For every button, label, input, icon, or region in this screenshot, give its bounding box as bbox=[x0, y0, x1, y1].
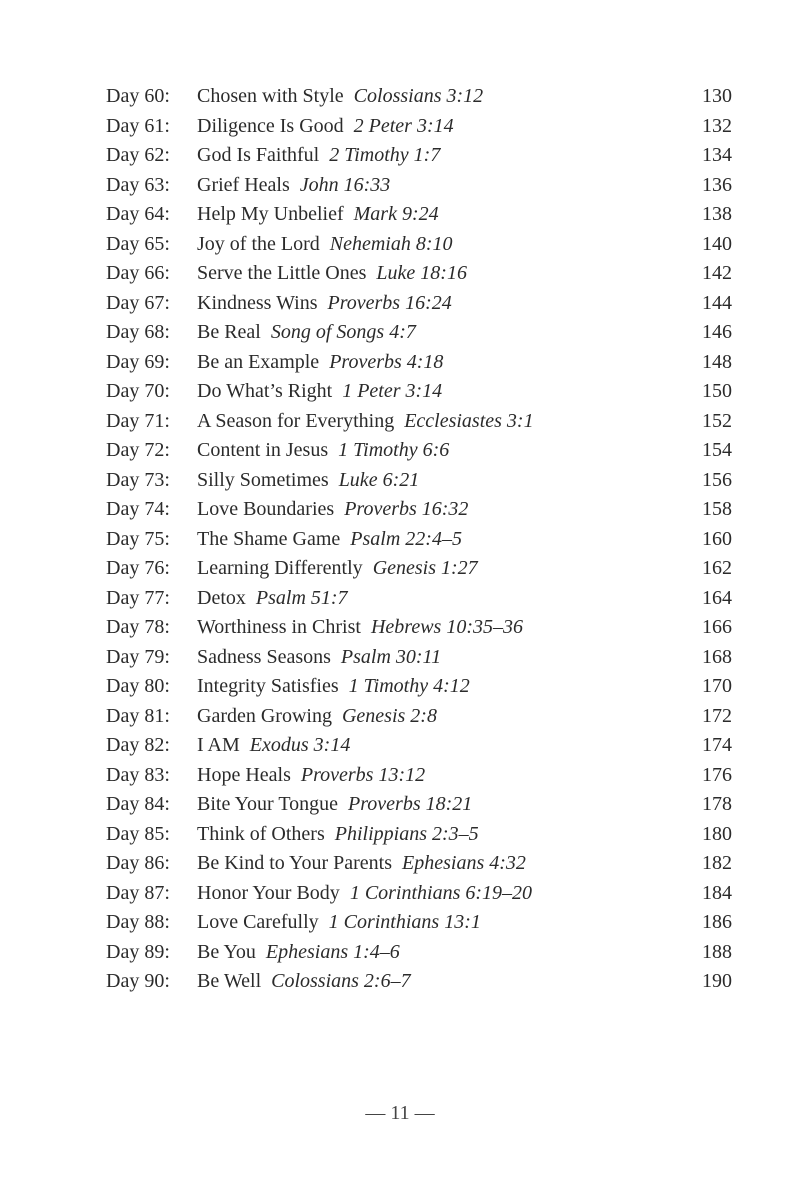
entry-title: God Is Faithful bbox=[197, 144, 320, 166]
entry-day: Day 77: bbox=[106, 586, 170, 609]
entry-scripture-reference: 1 Timothy 6:6 bbox=[338, 439, 450, 461]
entry-page-number: 190 bbox=[702, 970, 732, 992]
entry-title-group bbox=[197, 230, 453, 260]
entry-title: I AM bbox=[197, 734, 240, 756]
entry-scripture-reference: 1 Corinthians 13:1 bbox=[328, 911, 481, 933]
entry-day: Day 88: bbox=[106, 911, 170, 933]
toc-entry bbox=[0, 790, 800, 820]
entry-page-number: 186 bbox=[702, 911, 732, 933]
entry-title: Kindness Wins bbox=[197, 291, 318, 314]
entry-scripture-reference: Proverbs 16:24 bbox=[327, 291, 452, 314]
entry-scripture-reference: Philippians 2:3–5 bbox=[334, 822, 479, 845]
entry-scripture-reference: Genesis 2:8 bbox=[341, 704, 437, 727]
entry-title: Think of Others bbox=[197, 822, 325, 845]
entry-page-number: 164 bbox=[702, 586, 732, 609]
entry-page-number: 156 bbox=[702, 468, 732, 491]
entry-title: Be an Example bbox=[197, 350, 320, 373]
table-of-contents bbox=[0, 82, 800, 997]
entry-title-group bbox=[197, 702, 437, 732]
entry-page-number: 148 bbox=[702, 350, 732, 373]
entry-title-group bbox=[197, 200, 439, 230]
entry-page-number: 182 bbox=[702, 852, 732, 874]
toc-entry bbox=[0, 200, 800, 230]
toc-entry bbox=[0, 849, 800, 879]
entry-title: Detox bbox=[197, 586, 246, 609]
toc-entry bbox=[0, 702, 800, 732]
entry-scripture-reference: Mark 9:24 bbox=[353, 203, 439, 225]
entry-title-group bbox=[197, 820, 479, 850]
entry-page-number: 168 bbox=[702, 645, 732, 668]
entry-title-group bbox=[197, 348, 443, 378]
entry-page-number: 184 bbox=[702, 881, 732, 904]
entry-page-number: 172 bbox=[702, 704, 732, 727]
entry-page-number: 140 bbox=[702, 232, 732, 255]
entry-title: Love Carefully bbox=[197, 911, 319, 933]
entry-title-group bbox=[197, 318, 416, 348]
toc-entry bbox=[0, 672, 800, 702]
entry-title: Serve the Little Ones bbox=[197, 262, 367, 284]
entry-title-group bbox=[197, 790, 472, 820]
entry-title: Garden Growing bbox=[197, 704, 332, 727]
entry-title-group bbox=[197, 613, 523, 643]
entry-day: Day 68: bbox=[106, 321, 170, 343]
entry-scripture-reference: Ecclesiastes 3:1 bbox=[404, 409, 534, 432]
entry-scripture-reference: Colossians 3:12 bbox=[353, 85, 484, 107]
entry-scripture-reference: Proverbs 13:12 bbox=[300, 763, 426, 786]
entry-page-number: 162 bbox=[702, 557, 732, 579]
entry-day: Day 72: bbox=[106, 439, 170, 461]
entry-title-group bbox=[197, 466, 419, 496]
entry-scripture-reference: Song of Songs 4:7 bbox=[270, 321, 416, 343]
entry-scripture-reference: Proverbs 16:32 bbox=[344, 498, 469, 520]
toc-entry bbox=[0, 407, 800, 437]
toc-entry bbox=[0, 731, 800, 761]
entry-scripture-reference: Proverbs 4:18 bbox=[329, 350, 444, 373]
toc-entry bbox=[0, 761, 800, 791]
entry-page-number: 170 bbox=[702, 675, 732, 697]
toc-entry bbox=[0, 584, 800, 614]
entry-page-number: 176 bbox=[702, 763, 732, 786]
entry-title: Grief Heals bbox=[197, 173, 290, 196]
toc-entry bbox=[0, 908, 800, 938]
entry-page-number: 144 bbox=[702, 291, 732, 314]
entry-title-group bbox=[197, 171, 390, 201]
entry-page-number: 174 bbox=[702, 734, 732, 756]
entry-page-number: 160 bbox=[702, 527, 732, 550]
entry-title-group bbox=[197, 289, 452, 319]
entry-page-number: 154 bbox=[702, 439, 732, 461]
entry-day: Day 65: bbox=[106, 232, 170, 255]
entry-title: Be Kind to Your Parents bbox=[197, 852, 393, 874]
entry-scripture-reference: 1 Corinthians 6:19–20 bbox=[349, 881, 533, 904]
entry-title: Worthiness in Christ bbox=[197, 616, 361, 638]
entry-scripture-reference: Psalm 51:7 bbox=[255, 586, 348, 609]
entry-scripture-reference: Colossians 2:6–7 bbox=[271, 970, 411, 992]
entry-title-group bbox=[197, 879, 532, 909]
entry-day: Day 87: bbox=[106, 881, 170, 904]
toc-entry bbox=[0, 171, 800, 201]
entry-scripture-reference: 2 Timothy 1:7 bbox=[329, 144, 441, 166]
entry-page-number: 178 bbox=[702, 793, 732, 815]
toc-entry bbox=[0, 318, 800, 348]
entry-scripture-reference: 1 Timothy 4:12 bbox=[348, 675, 470, 697]
entry-title: Integrity Satisfies bbox=[197, 675, 339, 697]
entry-day: Day 86: bbox=[106, 852, 170, 874]
entry-title: Do What’s Right bbox=[197, 380, 333, 402]
entry-title: Be You bbox=[197, 940, 256, 963]
entry-title-group bbox=[197, 495, 468, 525]
entry-day: Day 83: bbox=[106, 763, 170, 786]
entry-title-group bbox=[197, 525, 462, 555]
entry-title: Be Real bbox=[197, 321, 261, 343]
entry-title-group bbox=[197, 761, 425, 791]
entry-day: Day 66: bbox=[106, 262, 170, 284]
entry-page-number: 166 bbox=[702, 616, 732, 638]
entry-scripture-reference: Hebrews 10:35–36 bbox=[370, 616, 523, 638]
entry-scripture-reference: John 16:33 bbox=[299, 173, 391, 196]
toc-entry bbox=[0, 495, 800, 525]
entry-page-number: 138 bbox=[702, 203, 732, 225]
entry-day: Day 64: bbox=[106, 203, 170, 225]
entry-day: Day 78: bbox=[106, 616, 170, 638]
toc-entry bbox=[0, 554, 800, 584]
entry-page-number: 180 bbox=[702, 822, 732, 845]
entry-title: Chosen with Style bbox=[197, 85, 344, 107]
toc-entry bbox=[0, 112, 800, 142]
entry-page-number: 158 bbox=[702, 498, 732, 520]
entry-title-group bbox=[197, 377, 442, 407]
entry-day: Day 81: bbox=[106, 704, 170, 727]
toc-entry bbox=[0, 377, 800, 407]
entry-title-group bbox=[197, 141, 440, 171]
entry-day: Day 73: bbox=[106, 468, 170, 491]
entry-page-number: 130 bbox=[702, 85, 732, 107]
entry-day: Day 79: bbox=[106, 645, 170, 668]
entry-page-number: 134 bbox=[702, 144, 732, 166]
entry-scripture-reference: Ephesians 4:32 bbox=[402, 852, 526, 874]
entry-page-number: 188 bbox=[702, 940, 732, 963]
toc-entry bbox=[0, 348, 800, 378]
entry-scripture-reference: Luke 18:16 bbox=[376, 262, 467, 284]
entry-day: Day 67: bbox=[106, 291, 170, 314]
entry-day: Day 82: bbox=[106, 734, 170, 756]
entry-day: Day 85: bbox=[106, 822, 170, 845]
entry-title-group bbox=[197, 82, 483, 112]
entry-scripture-reference: 2 Peter 3:14 bbox=[353, 114, 454, 137]
toc-entry bbox=[0, 259, 800, 289]
entry-scripture-reference: Exodus 3:14 bbox=[249, 734, 351, 756]
entry-title-group bbox=[197, 938, 400, 968]
toc-entry bbox=[0, 967, 800, 997]
toc-entry bbox=[0, 436, 800, 466]
entry-day: Day 90: bbox=[106, 970, 170, 992]
entry-day: Day 61: bbox=[106, 114, 170, 137]
entry-title: Bite Your Tongue bbox=[197, 793, 339, 815]
entry-day: Day 75: bbox=[106, 527, 170, 550]
entry-title: Be Well bbox=[197, 970, 262, 992]
entry-page-number: 150 bbox=[702, 380, 732, 402]
entry-title: Love Boundaries bbox=[197, 498, 335, 520]
toc-entry bbox=[0, 525, 800, 555]
entry-scripture-reference: Nehemiah 8:10 bbox=[329, 232, 453, 255]
toc-entry bbox=[0, 879, 800, 909]
entry-title: Silly Sometimes bbox=[197, 468, 329, 491]
entry-title-group bbox=[197, 259, 467, 289]
entry-title-group bbox=[197, 436, 449, 466]
entry-title-group bbox=[197, 849, 526, 879]
toc-entry bbox=[0, 230, 800, 260]
toc-entry bbox=[0, 820, 800, 850]
entry-day: Day 63: bbox=[106, 173, 170, 196]
entry-title-group bbox=[197, 672, 470, 702]
entry-day: Day 60: bbox=[106, 85, 170, 107]
entry-day: Day 69: bbox=[106, 350, 170, 373]
entry-scripture-reference: Luke 6:21 bbox=[338, 468, 420, 491]
entry-title: Content in Jesus bbox=[197, 439, 329, 461]
entry-day: Day 74: bbox=[106, 498, 170, 520]
entry-day: Day 80: bbox=[106, 675, 170, 697]
entry-page-number: 146 bbox=[702, 321, 732, 343]
entry-scripture-reference: Psalm 22:4–5 bbox=[350, 527, 462, 550]
toc-entry bbox=[0, 82, 800, 112]
entry-title: Honor Your Body bbox=[197, 881, 340, 904]
entry-title: Sadness Seasons bbox=[197, 645, 331, 668]
entry-day: Day 89: bbox=[106, 940, 170, 963]
entry-title: The Shame Game bbox=[197, 527, 341, 550]
toc-entry bbox=[0, 613, 800, 643]
toc-entry bbox=[0, 289, 800, 319]
entry-scripture-reference: Psalm 30:11 bbox=[340, 645, 442, 668]
toc-entry bbox=[0, 466, 800, 496]
entry-title-group bbox=[197, 554, 478, 584]
entry-day: Day 84: bbox=[106, 793, 170, 815]
entry-day: Day 70: bbox=[106, 380, 170, 402]
entry-page-number: 142 bbox=[702, 262, 732, 284]
entry-title-group bbox=[197, 112, 454, 142]
entry-day: Day 71: bbox=[106, 409, 170, 432]
entry-title-group bbox=[197, 967, 411, 997]
entry-title-group bbox=[197, 908, 481, 938]
entry-scripture-reference: 1 Peter 3:14 bbox=[342, 380, 443, 402]
entry-day: Day 76: bbox=[106, 557, 170, 579]
toc-entry bbox=[0, 141, 800, 171]
entry-page-number: 136 bbox=[702, 173, 732, 196]
entry-scripture-reference: Proverbs 18:21 bbox=[348, 793, 473, 815]
entry-title-group bbox=[197, 643, 441, 673]
page-number: — 11 — bbox=[365, 1102, 435, 1124]
entry-scripture-reference: Ephesians 1:4–6 bbox=[265, 940, 400, 963]
entry-day: Day 62: bbox=[106, 144, 170, 166]
entry-scripture-reference: Genesis 1:27 bbox=[372, 557, 478, 579]
entry-title: Hope Heals bbox=[197, 763, 291, 786]
entry-title: Diligence Is Good bbox=[197, 114, 344, 137]
entry-title-group bbox=[197, 731, 350, 761]
entry-title-group bbox=[197, 407, 534, 437]
entry-title: Joy of the Lord bbox=[197, 232, 320, 255]
entry-page-number: 152 bbox=[702, 409, 732, 432]
toc-entry bbox=[0, 938, 800, 968]
entry-page-number: 132 bbox=[702, 114, 732, 137]
entry-title: Help My Unbelief bbox=[197, 203, 344, 225]
entry-title: Learning Differently bbox=[197, 557, 363, 579]
entry-title: A Season for Everything bbox=[197, 409, 395, 432]
toc-entry bbox=[0, 643, 800, 673]
entry-title-group bbox=[197, 584, 348, 614]
